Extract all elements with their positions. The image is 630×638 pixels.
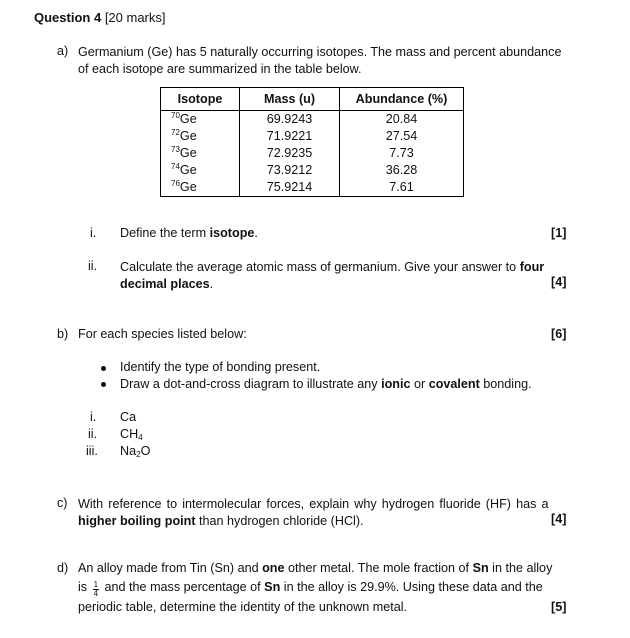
- question-title: [34, 10, 166, 25]
- question-number: Question 4: [34, 10, 102, 25]
- header-isotope: Isotope: [161, 88, 240, 111]
- part-d-text: and the mass percentage of: [101, 580, 265, 594]
- part-a-intro-line1: Germanium (Ge) has 5 naturally occurring isotopes. The mass and percent abundance: [78, 45, 562, 59]
- punctuation: .: [209, 276, 214, 291]
- abundance-cell: 20.84: [340, 111, 464, 129]
- mass-cell: 75.9214: [240, 179, 340, 197]
- marks-c: [4]: [551, 512, 567, 526]
- part-a-label: a): [57, 44, 69, 58]
- bullet-item-2: [120, 377, 532, 391]
- element-symbol: Ge: [179, 146, 197, 160]
- table-row: [161, 145, 464, 162]
- sub-question-a-ii: [120, 259, 578, 292]
- bullet-icon: [101, 366, 106, 371]
- element-symbol: Ge: [179, 180, 197, 194]
- part-c-label: c): [57, 496, 68, 510]
- header-abundance: Abundance (%): [340, 88, 464, 111]
- fraction-denominator: 4: [93, 589, 99, 598]
- part-c-line1: With reference to intermolecular forces, explain why hydrogen fluoride (HF) has a: [78, 497, 549, 511]
- keyword-isotope: isotope: [209, 226, 255, 240]
- sub-question-number: ii.: [88, 259, 98, 273]
- keyword-four: four: [519, 260, 545, 274]
- formula-text: CH: [120, 427, 139, 441]
- mass-number: 73: [171, 145, 180, 154]
- species-number: ii.: [88, 427, 98, 441]
- keyword-sn: Sn: [264, 580, 281, 594]
- table-row: [161, 162, 464, 179]
- isotope-cell: [161, 179, 240, 197]
- mass-number: 70: [171, 111, 180, 120]
- mass-cell: 69.9243: [240, 111, 340, 129]
- species-na2o: [120, 444, 150, 458]
- species-ch4: [120, 427, 143, 441]
- abundance-cell: 7.61: [340, 179, 464, 197]
- isotope-cell: [161, 145, 240, 162]
- sub-question-a-i: [120, 226, 258, 240]
- punctuation: .: [254, 226, 258, 240]
- formula-subscript: 4: [138, 433, 143, 442]
- table-row: [161, 111, 464, 129]
- keyword-decimal-places: decimal places: [120, 276, 210, 291]
- part-d-line3: periodic table, determine the identity of the unknown metal.: [78, 600, 408, 614]
- isotope-table: [160, 87, 464, 197]
- mass-cell: 71.9221: [240, 128, 340, 145]
- table-row: [161, 179, 464, 197]
- marks-a-i: [1]: [551, 226, 567, 240]
- part-b-label: b): [57, 327, 69, 341]
- bullet-text: or: [410, 377, 429, 391]
- sub-question-text: Define the term: [120, 226, 210, 240]
- isotope-cell: [161, 111, 240, 129]
- bullet-text: bonding.: [479, 377, 532, 391]
- question-marks: [20 marks]: [104, 10, 166, 25]
- part-c-rest: than hydrogen chloride (HCl).: [195, 513, 364, 528]
- keyword-ionic: ionic: [381, 377, 411, 391]
- element-symbol: Ge: [179, 163, 197, 177]
- formula-text: Ca: [120, 410, 137, 424]
- table-header-row: [161, 88, 464, 111]
- part-c-line2: [78, 513, 578, 530]
- keyword-higher-boiling-point: higher boiling point: [78, 513, 196, 528]
- species-ca: [120, 410, 136, 424]
- sub-question-a-ii-line1: [120, 259, 578, 276]
- abundance-cell: 7.73: [340, 145, 464, 162]
- header-mass: Mass (u): [240, 88, 340, 111]
- marks-d: [5]: [551, 600, 567, 614]
- part-b-intro: For each species listed below:: [78, 327, 247, 341]
- sub-question-number: i.: [90, 226, 97, 240]
- table-row: [161, 128, 464, 145]
- isotope-cell: [161, 128, 240, 145]
- mass-number: 74: [171, 162, 180, 171]
- mass-cell: 72.9235: [240, 145, 340, 162]
- marks-b: [6]: [551, 327, 567, 341]
- species-number: i.: [90, 410, 97, 424]
- sub-question-text: Calculate the average atomic mass of germanium. Give your answer to: [120, 260, 520, 274]
- part-d-label: d): [57, 561, 69, 575]
- formula-text: Na: [120, 444, 137, 458]
- isotope-cell: [161, 162, 240, 179]
- part-d-text: is: [78, 580, 91, 594]
- fraction-one-quarter: [93, 581, 99, 598]
- part-a-intro: [78, 44, 578, 77]
- formula-subscript: 2: [136, 450, 141, 459]
- part-d-line1: [78, 561, 552, 575]
- keyword-sn: Sn: [472, 561, 489, 575]
- mass-number: 76: [171, 179, 180, 188]
- bullet-icon: [101, 382, 106, 387]
- abundance-cell: 36.28: [340, 162, 464, 179]
- part-d-text: in the alloy is 29.9%. Using these data and the: [280, 580, 543, 594]
- marks-a-ii: [4]: [551, 275, 567, 289]
- part-c-text: [78, 496, 578, 529]
- abundance-cell: 27.54: [340, 128, 464, 145]
- species-number: iii.: [86, 444, 98, 458]
- sub-question-a-ii-line2: [120, 276, 578, 293]
- mass-cell: 73.9212: [240, 162, 340, 179]
- part-d-line2: [78, 580, 543, 598]
- bullet-text: Draw a dot-and-cross diagram to illustrate any: [120, 377, 382, 391]
- element-symbol: Ge: [179, 129, 197, 143]
- keyword-covalent: covalent: [428, 377, 480, 391]
- part-d-text: in the alloy: [488, 561, 553, 575]
- part-d-text: An alloy made from Tin (Sn) and: [78, 561, 263, 575]
- part-d-text: other metal. The mole fraction of: [284, 561, 473, 575]
- element-symbol: Ge: [179, 112, 197, 126]
- formula-text: O: [140, 444, 151, 458]
- keyword-one: one: [262, 561, 285, 575]
- bullet-item-1: Identify the type of bonding present.: [120, 360, 321, 374]
- mass-number: 72: [171, 128, 180, 137]
- part-a-intro-line2: of each isotope are summarized in the table below.: [78, 61, 362, 76]
- fraction-numerator: 1: [93, 580, 99, 589]
